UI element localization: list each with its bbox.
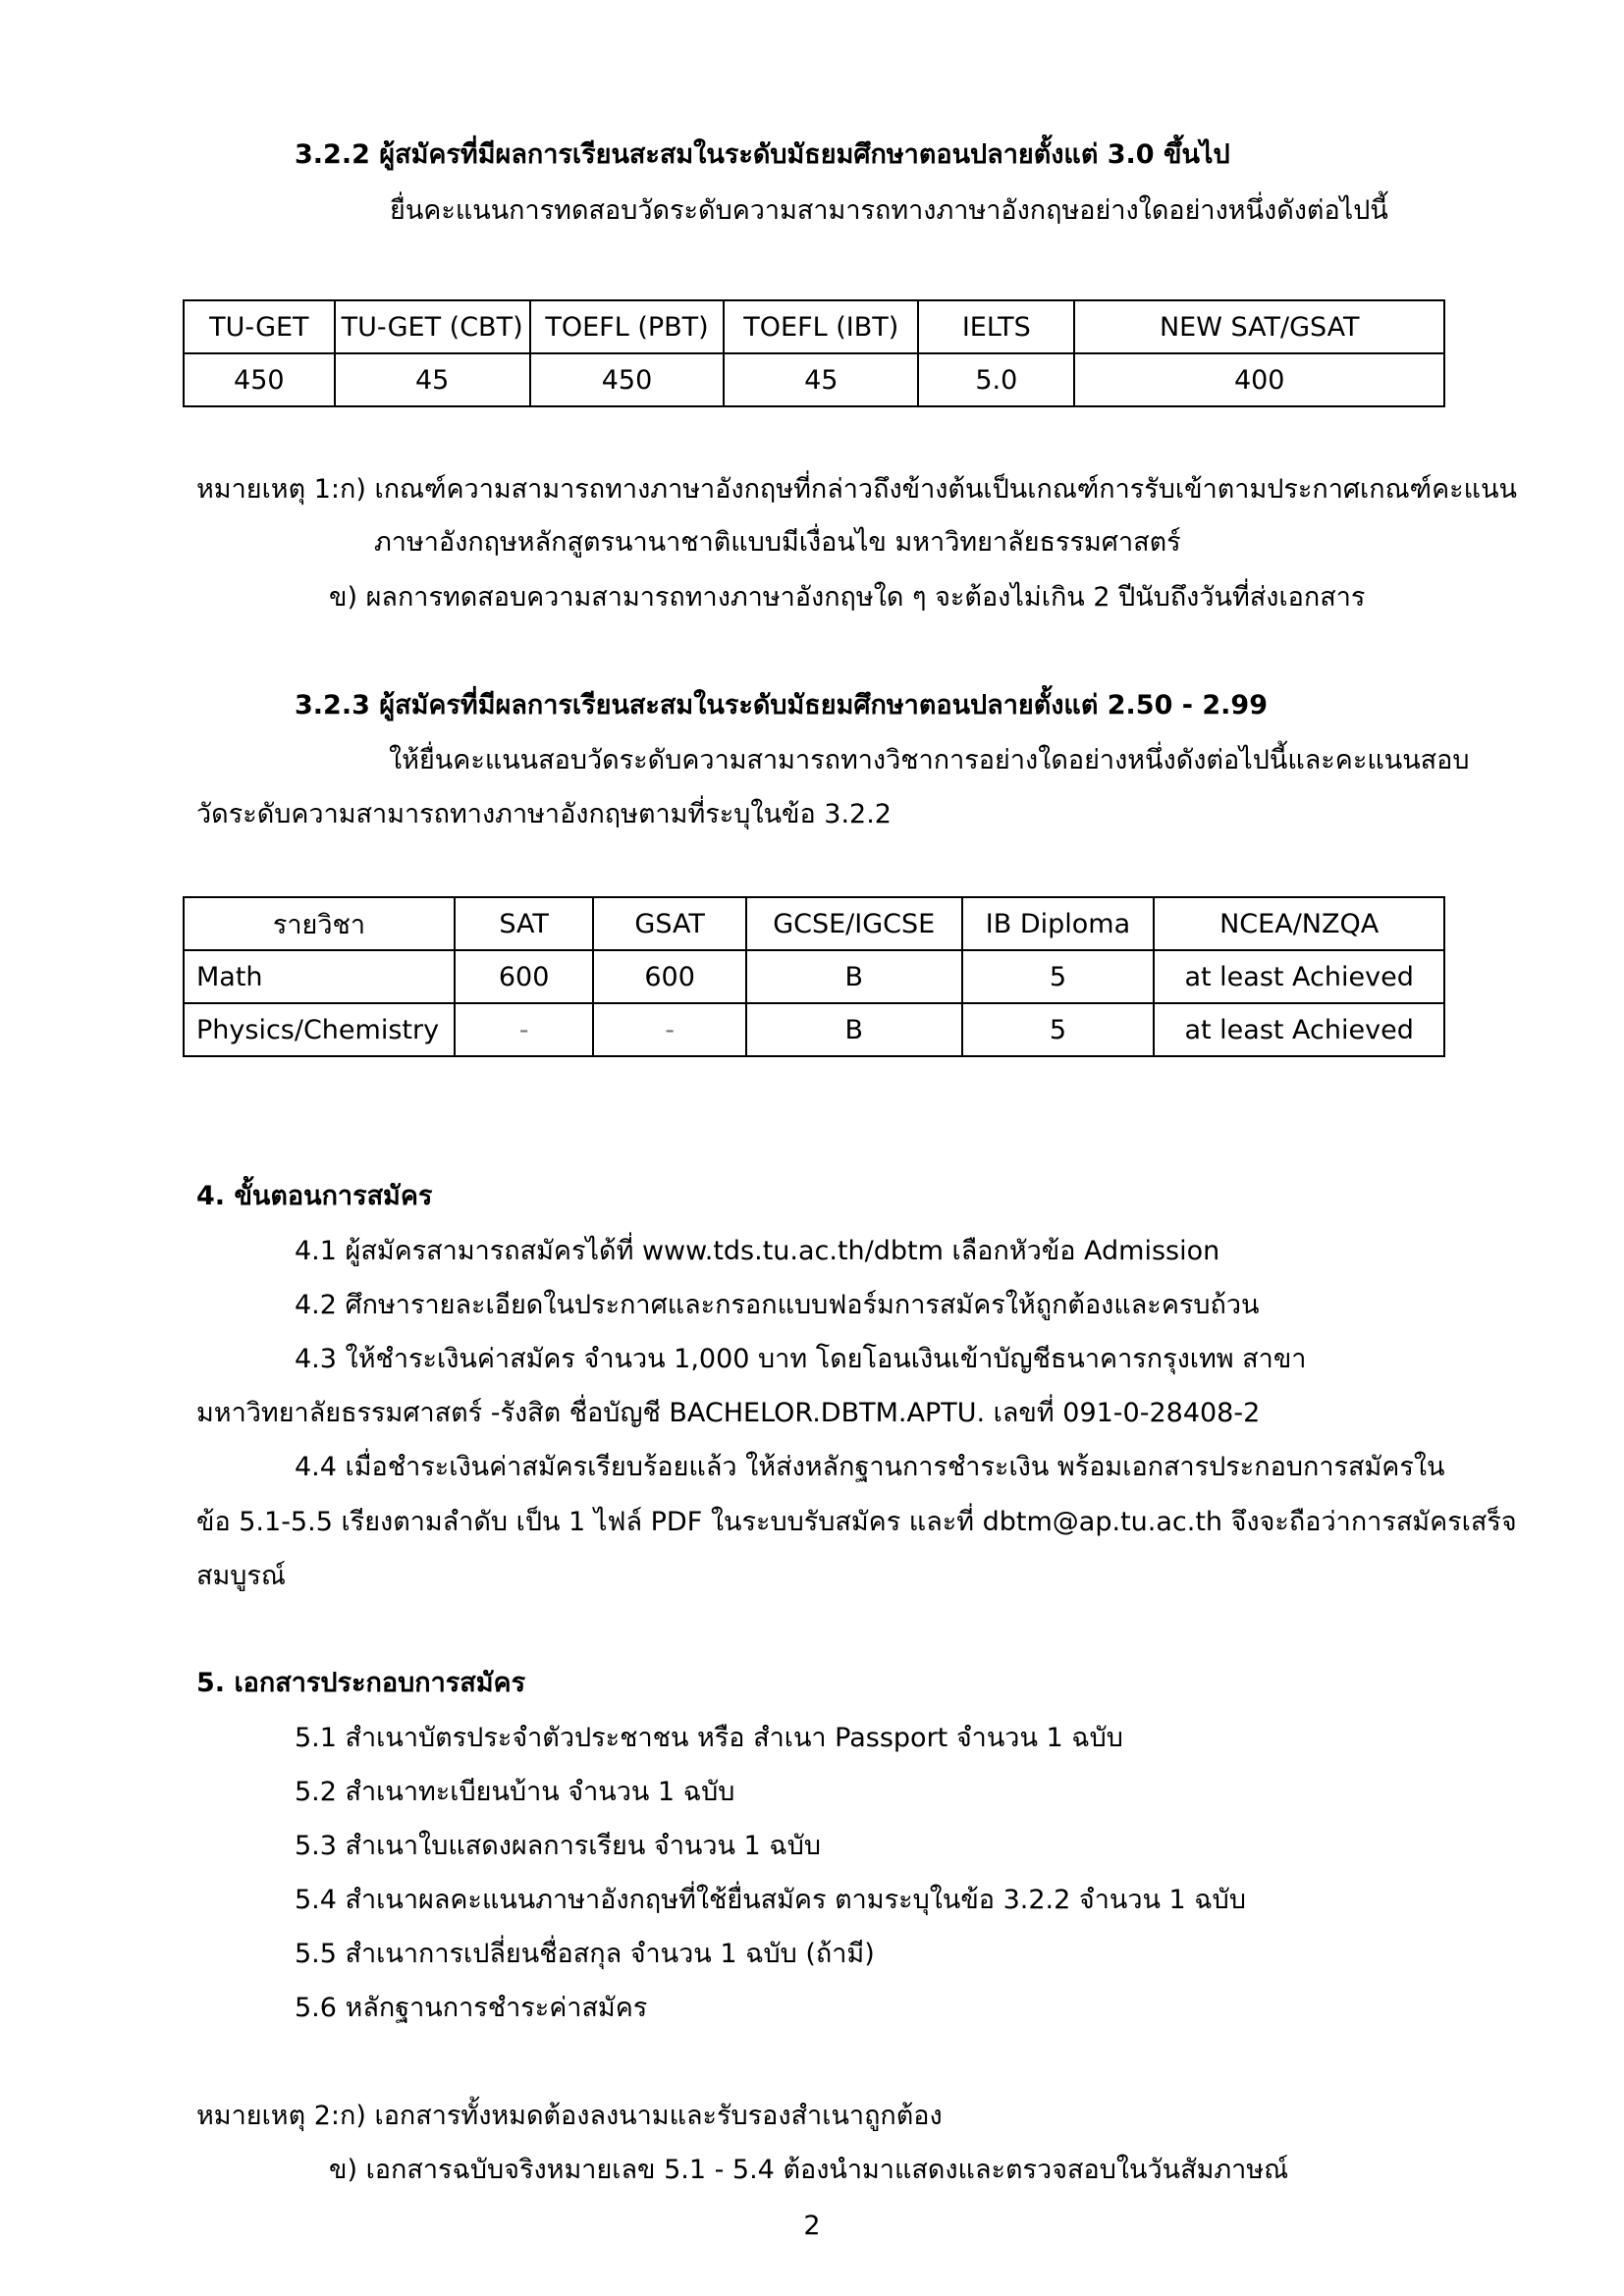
- subject-cell: Math: [184, 950, 455, 1003]
- table-row: [184, 1003, 1444, 1056]
- english-score-table: [183, 299, 1445, 407]
- header-cell: IB Diploma: [962, 897, 1155, 950]
- header-cell: TU-GET (CBT): [335, 300, 530, 353]
- table-cell: 45: [335, 353, 530, 406]
- item-4-4-line2: ข้อ 5.1-5.5 เรียงตามลำดับ เป็น 1 ไฟล์ PDF ในระบบรับสมัคร และที่ dbtm@ap.tu.ac.th จึงจะถือว่าการสมัครเสร็จ: [196, 1507, 1517, 1537]
- note1-line-a: หมายเหตุ 1:ก) เกณฑ์ความสามารถทางภาษาอังกฤษที่กล่าวถึงข้างต้นเป็นเกณฑ์การรับเข้าตามประกาศเกณฑ์คะแนน: [196, 474, 1517, 505]
- subject-cell: Physics/Chemistry: [184, 1003, 455, 1056]
- table-cell: 600: [455, 950, 593, 1003]
- page-number: 2: [803, 2211, 821, 2241]
- table-cell: -: [455, 1003, 593, 1056]
- item-4-3-line2: มหาวิทยาลัยธรรมศาสตร์ -รังสิต ชื่อบัญชี BACHELOR.DBTM.APTU. เลขที่ 091-0-28408-2: [196, 1398, 1261, 1428]
- table-header-row: [184, 897, 1444, 950]
- table-cell: at least Achieved: [1154, 950, 1444, 1003]
- subheading-3-2-2: ยื่นคะแนนการทดสอบวัดระดับความสามารถทางภาษาอังกฤษอย่างใดอย่างหนึ่งดังต่อไปนี้: [390, 195, 1388, 226]
- table-cell: 600: [593, 950, 745, 1003]
- table-cell: 45: [724, 353, 918, 406]
- list-item: 5.5 สำเนาการเปลี่ยนชื่อสกุล จำนวน 1 ฉบับ (ถ้ามี): [295, 1939, 875, 1969]
- table-cell: 450: [530, 353, 725, 406]
- item-4-1: 4.1 ผู้สมัครสามารถสมัครได้ที่ www.tds.tu.ac.th/dbtm เลือกหัวข้อ Admission: [295, 1236, 1220, 1266]
- item-4-2: 4.2 ศึกษารายละเอียดในประกาศและกรอกแบบฟอร์มการสมัครให้ถูกต้องและครบถ้วน: [295, 1290, 1260, 1320]
- heading-3-2-2: 3.2.2 ผู้สมัครที่มีผลการเรียนสะสมในระดับมัธยมศึกษาตอนปลายตั้งแต่ 3.0 ขึ้นไป: [295, 139, 1230, 170]
- header-cell: NEW SAT/GSAT: [1074, 300, 1444, 353]
- item-4-3-line1: 4.3 ให้ชำระเงินค่าสมัคร จำนวน 1,000 บาท โดยโอนเงินเข้าบัญชีธนาคารกรุงเทพ สาขา: [295, 1344, 1307, 1374]
- list-item: 5.6 หลักฐานการชำระค่าสมัคร: [295, 1993, 648, 2023]
- item-4-4-line1: 4.4 เมื่อชำระเงินค่าสมัครเรียบร้อยแล้ว ให้ส่งหลักฐานการชำระเงิน พร้อมเอกสารประกอบการสมัครใน: [295, 1452, 1445, 1482]
- academic-score-table: [183, 896, 1445, 1057]
- table-header-row: [184, 300, 1444, 353]
- heading-section-5: 5. เอกสารประกอบการสมัคร: [196, 1668, 526, 1698]
- table-row: [184, 950, 1444, 1003]
- header-cell: GCSE/IGCSE: [746, 897, 962, 950]
- note2-line-b: ข) เอกสารฉบับจริงหมายเลข 5.1 - 5.4 ต้องนำมาแสดงและตรวจสอบในวันสัมภาษณ์: [329, 2155, 1289, 2185]
- paragraph-3-2-3-line2: วัดระดับความสามารถทางภาษาอังกฤษตามที่ระบุในข้อ 3.2.2: [196, 799, 892, 829]
- header-cell: NCEA/NZQA: [1154, 897, 1444, 950]
- list-item: 5.1 สำเนาบัตรประจำตัวประชาชน หรือ สำเนา Passport จำนวน 1 ฉบับ: [295, 1723, 1123, 1753]
- table-cell: 450: [184, 353, 335, 406]
- header-cell: IELTS: [918, 300, 1074, 353]
- table-cell: 5: [962, 950, 1155, 1003]
- note1-line-b: ข) ผลการทดสอบความสามารถทางภาษาอังกฤษใด ๆ จะต้องไม่เกิน 2 ปีนับถึงวันที่ส่งเอกสาร: [329, 582, 1366, 613]
- heading-3-2-3: 3.2.3 ผู้สมัครที่มีผลการเรียนสะสมในระดับมัธยมศึกษาตอนปลายตั้งแต่ 2.50 - 2.99: [295, 690, 1268, 721]
- header-cell: TOEFL (PBT): [530, 300, 725, 353]
- list-item: 5.3 สำเนาใบแสดงผลการเรียน จำนวน 1 ฉบับ: [295, 1831, 821, 1861]
- table-cell: 5.0: [918, 353, 1074, 406]
- table-cell: B: [746, 950, 962, 1003]
- item-4-4-line3: สมบูรณ์: [196, 1561, 286, 1591]
- header-cell: รายวิชา: [184, 897, 455, 950]
- header-cell: SAT: [455, 897, 593, 950]
- paragraph-3-2-3-line1: ให้ยื่นคะแนนสอบวัดระดับความสามารถทางวิชาการอย่างใดอย่างหนึ่งดังต่อไปนี้และคะแนนสอบ: [389, 745, 1470, 775]
- note1-line-a-cont: ภาษาอังกฤษหลักสูตรนานาชาติแบบมีเงื่อนไข มหาวิทยาลัยธรรมศาสตร์: [374, 527, 1181, 558]
- note2-line-a: หมายเหตุ 2:ก) เอกสารทั้งหมดต้องลงนามและรับรองสำเนาถูกต้อง: [196, 2101, 943, 2131]
- header-cell: TU-GET: [184, 300, 335, 353]
- list-item: 5.4 สำเนาผลคะแนนภาษาอังกฤษที่ใช้ยื่นสมัคร ตามระบุในข้อ 3.2.2 จำนวน 1 ฉบับ: [295, 1885, 1246, 1915]
- heading-section-4: 4. ขั้นตอนการสมัคร: [196, 1181, 433, 1211]
- table-cell: B: [746, 1003, 962, 1056]
- header-cell: GSAT: [593, 897, 745, 950]
- table-cell: 400: [1074, 353, 1444, 406]
- header-cell: TOEFL (IBT): [724, 300, 918, 353]
- list-item: 5.2 สำเนาทะเบียนบ้าน จำนวน 1 ฉบับ: [295, 1777, 735, 1807]
- table-cell: 5: [962, 1003, 1155, 1056]
- table-cell: -: [593, 1003, 745, 1056]
- table-row: [184, 353, 1444, 406]
- table-cell: at least Achieved: [1154, 1003, 1444, 1056]
